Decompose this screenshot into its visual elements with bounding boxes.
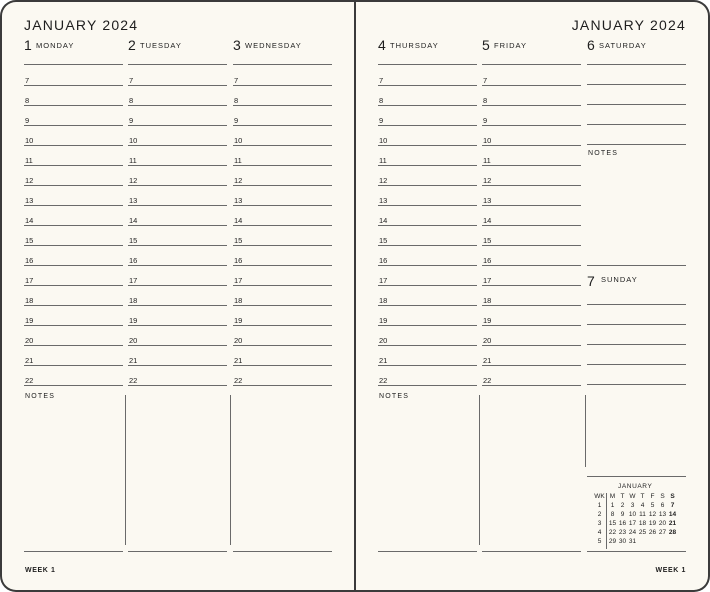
hour-label: 18 (483, 296, 492, 305)
mini-calendar-day[interactable]: 1 (597, 502, 602, 509)
hour-label: 17 (234, 276, 243, 285)
week-label: WEEK 1 (655, 567, 686, 574)
mini-calendar-day[interactable]: 25 (638, 529, 647, 536)
hour-line[interactable] (128, 85, 227, 86)
hour-label: 7 (483, 76, 488, 85)
hour-label: 13 (25, 196, 34, 205)
saturday-line[interactable] (587, 104, 686, 105)
hour-label: 22 (379, 376, 388, 385)
hour-label: 15 (379, 236, 388, 245)
hour-label: 13 (129, 196, 138, 205)
hour-line[interactable] (233, 105, 332, 106)
hour-line[interactable] (378, 125, 477, 126)
hour-line[interactable] (128, 185, 227, 186)
hour-line[interactable] (378, 185, 477, 186)
mini-calendar-day[interactable]: 10 (628, 511, 637, 518)
mini-calendar-day[interactable]: 2 (620, 502, 625, 509)
hour-line[interactable] (233, 325, 332, 326)
hour-line[interactable] (24, 285, 123, 286)
notes-label: NOTES (379, 393, 410, 400)
hour-label: 9 (234, 116, 239, 125)
sunday-line[interactable] (587, 304, 686, 305)
hour-label: 7 (234, 76, 239, 85)
mini-calendar-day[interactable]: 22 (608, 529, 617, 536)
hour-line[interactable] (24, 385, 123, 386)
day-number: 7 (587, 273, 595, 289)
hour-label: 8 (483, 96, 488, 105)
hour-line[interactable] (128, 245, 227, 246)
hour-label: 11 (129, 156, 137, 165)
hour-line[interactable] (482, 365, 581, 366)
hour-label: 22 (129, 376, 138, 385)
mini-calendar-day[interactable]: 19 (648, 520, 657, 527)
hour-line[interactable] (128, 205, 227, 206)
hour-line[interactable] (24, 265, 123, 266)
hour-label: 13 (483, 196, 492, 205)
day-header-line (233, 64, 332, 65)
hour-label: 21 (483, 356, 492, 365)
mini-calendar-bottom-line (587, 551, 686, 552)
hour-line[interactable] (24, 185, 123, 186)
hour-line[interactable] (482, 105, 581, 106)
day-number: 5 (482, 37, 490, 53)
hour-line[interactable] (128, 325, 227, 326)
hour-line[interactable] (482, 125, 581, 126)
mini-calendar-header-cell: W (629, 493, 636, 500)
day-number: 2 (128, 37, 136, 53)
hour-line[interactable] (24, 105, 123, 106)
day-number: 6 (587, 37, 595, 53)
hour-label: 19 (129, 316, 138, 325)
hour-line[interactable] (378, 105, 477, 106)
hour-label: 12 (129, 176, 138, 185)
hour-label: 7 (25, 76, 30, 85)
day-name: WEDNESDAY (245, 41, 302, 50)
hour-label: 18 (234, 296, 243, 305)
hour-label: 16 (234, 256, 243, 265)
hour-label: 17 (25, 276, 34, 285)
hour-line[interactable] (128, 105, 227, 106)
hour-line[interactable] (378, 345, 477, 346)
hour-line[interactable] (378, 165, 477, 166)
mini-calendar-week-divider (606, 493, 607, 549)
hour-line[interactable] (378, 285, 477, 286)
hour-label: 17 (129, 276, 138, 285)
hour-label: 10 (234, 136, 243, 145)
hour-line[interactable] (233, 205, 332, 206)
hour-label: 8 (25, 96, 30, 105)
hour-label: 21 (379, 356, 388, 365)
notes-bottom-line (233, 551, 332, 552)
hour-label: 20 (129, 336, 138, 345)
mini-calendar-header-cell: S (670, 493, 675, 500)
hour-label: 20 (234, 336, 243, 345)
mini-calendar-day[interactable]: 28 (668, 529, 677, 536)
hour-label: 16 (483, 256, 492, 265)
hour-line[interactable] (24, 85, 123, 86)
day-name: THURSDAY (390, 41, 439, 50)
hour-label: 10 (25, 136, 34, 145)
mini-calendar-day[interactable]: 4 (640, 502, 645, 509)
hour-line[interactable] (24, 165, 123, 166)
day-name: SUNDAY (601, 275, 638, 284)
hour-label: 16 (25, 256, 34, 265)
hour-label: 12 (234, 176, 243, 185)
mini-calendar-day[interactable]: 29 (608, 538, 617, 545)
sunday-line[interactable] (587, 384, 686, 385)
saturday-notes-bottom-line (587, 265, 686, 266)
hour-line[interactable] (378, 305, 477, 306)
hour-line[interactable] (233, 125, 332, 126)
hour-label: 20 (483, 336, 492, 345)
day-number: 4 (378, 37, 386, 53)
mini-calendar-day[interactable]: 3 (597, 520, 602, 527)
notes-bottom-line (24, 551, 123, 552)
mini-calendar-day[interactable]: 18 (638, 520, 647, 527)
hour-line[interactable] (378, 245, 477, 246)
mini-calendar-day[interactable]: 31 (628, 538, 637, 545)
notes-bottom-line (378, 551, 477, 552)
hour-label: 19 (25, 316, 34, 325)
hour-line[interactable] (24, 325, 123, 326)
day-header-line (24, 64, 123, 65)
mini-calendar-day[interactable]: 9 (620, 511, 625, 518)
hour-line[interactable] (24, 225, 123, 226)
mini-calendar-day[interactable]: 24 (628, 529, 637, 536)
sunday-notes-divider (585, 395, 586, 467)
mini-calendar-day[interactable]: 21 (668, 520, 677, 527)
day-number: 1 (24, 37, 32, 53)
hour-label: 22 (483, 376, 492, 385)
mini-calendar-header-cell: WK (594, 493, 605, 500)
hour-line[interactable] (24, 145, 123, 146)
hour-line[interactable] (24, 365, 123, 366)
hour-label: 15 (129, 236, 138, 245)
hour-line[interactable] (128, 305, 227, 306)
mini-calendar-header-cell: F (650, 493, 655, 500)
month-title: JANUARY 2024 (24, 17, 139, 33)
hour-label: 16 (129, 256, 138, 265)
hour-label: 9 (25, 116, 30, 125)
hour-line[interactable] (233, 345, 332, 346)
hour-line[interactable] (233, 145, 332, 146)
hour-label: 9 (379, 116, 384, 125)
hour-line[interactable] (24, 125, 123, 126)
hour-line[interactable] (233, 265, 332, 266)
hour-label: 14 (483, 216, 492, 225)
hour-line[interactable] (482, 285, 581, 286)
mini-calendar-day[interactable]: 7 (670, 502, 675, 509)
mini-calendar-day[interactable]: 5 (650, 502, 655, 509)
mini-calendar-day[interactable]: 6 (660, 502, 665, 509)
hour-line[interactable] (378, 205, 477, 206)
hour-label: 19 (379, 316, 388, 325)
notes-label: NOTES (25, 393, 56, 400)
saturday-line[interactable] (587, 84, 686, 85)
hour-line[interactable] (128, 145, 227, 146)
hour-line[interactable] (128, 125, 227, 126)
hour-label: 9 (129, 116, 134, 125)
hour-label: 12 (483, 176, 492, 185)
hour-line[interactable] (233, 385, 332, 386)
hour-label: 19 (483, 316, 492, 325)
mini-calendar-top-line (587, 476, 686, 477)
mini-calendar (594, 483, 686, 547)
hour-label: 15 (25, 236, 34, 245)
mini-calendar-day[interactable]: 2 (597, 511, 602, 518)
hour-line[interactable] (24, 205, 123, 206)
hour-label: 15 (234, 236, 243, 245)
hour-label: 11 (379, 156, 387, 165)
hour-label: 18 (129, 296, 138, 305)
day-name: MONDAY (36, 41, 75, 50)
mini-calendar-month: JANUARY (618, 483, 653, 490)
hour-label: 17 (483, 276, 492, 285)
hour-label: 21 (25, 356, 34, 365)
month-title: JANUARY 2024 (571, 17, 686, 33)
hour-line[interactable] (233, 185, 332, 186)
mini-calendar-header-cell: T (640, 493, 645, 500)
hour-line[interactable] (233, 305, 332, 306)
hour-line[interactable] (378, 145, 477, 146)
hour-label: 13 (379, 196, 388, 205)
saturday-line[interactable] (587, 124, 686, 125)
hour-line[interactable] (482, 245, 581, 246)
hour-label: 7 (129, 76, 134, 85)
mini-calendar-header-cell: T (620, 493, 625, 500)
week-label: WEEK 1 (25, 567, 56, 574)
hour-label: 14 (25, 216, 34, 225)
hour-line[interactable] (482, 185, 581, 186)
right-page (355, 0, 710, 592)
hour-label: 10 (379, 136, 388, 145)
hour-line[interactable] (482, 345, 581, 346)
hour-label: 22 (25, 376, 34, 385)
hour-line[interactable] (378, 365, 477, 366)
hour-label: 18 (25, 296, 34, 305)
mini-calendar-day[interactable]: 14 (668, 511, 677, 518)
day-name: FRIDAY (494, 41, 527, 50)
hour-label: 20 (25, 336, 34, 345)
mini-calendar-day[interactable]: 5 (597, 538, 602, 545)
hour-label: 22 (234, 376, 243, 385)
hour-line[interactable] (482, 85, 581, 86)
hour-label: 18 (379, 296, 388, 305)
hour-label: 9 (483, 116, 488, 125)
mini-calendar-day[interactable]: 20 (658, 520, 667, 527)
hour-line[interactable] (128, 265, 227, 266)
hour-line[interactable] (24, 345, 123, 346)
hour-line[interactable] (128, 365, 227, 366)
hour-label: 19 (234, 316, 243, 325)
hour-label: 8 (234, 96, 239, 105)
hour-label: 21 (129, 356, 138, 365)
mini-calendar-day[interactable]: 17 (628, 520, 637, 527)
day-header-line (482, 64, 581, 65)
mini-calendar-day[interactable]: 13 (658, 511, 667, 518)
mini-calendar-day[interactable]: 23 (618, 529, 627, 536)
hour-line[interactable] (482, 165, 581, 166)
hour-label: 16 (379, 256, 388, 265)
hour-label: 21 (234, 356, 243, 365)
sunday-line[interactable] (587, 364, 686, 365)
hour-line[interactable] (378, 225, 477, 226)
saturday-notes-label: NOTES (588, 150, 619, 157)
mini-calendar-day[interactable]: 16 (618, 520, 627, 527)
hour-line[interactable] (233, 245, 332, 246)
day-number: 3 (233, 37, 241, 53)
hour-label: 14 (129, 216, 138, 225)
hour-line[interactable] (378, 325, 477, 326)
hour-label: 20 (379, 336, 388, 345)
hour-label: 14 (234, 216, 243, 225)
hour-line[interactable] (482, 305, 581, 306)
hour-label: 11 (483, 156, 491, 165)
mini-calendar-day[interactable]: 27 (658, 529, 667, 536)
hour-line[interactable] (24, 305, 123, 306)
mini-calendar-day[interactable]: 30 (618, 538, 627, 545)
hour-label: 8 (129, 96, 134, 105)
hour-label: 12 (379, 176, 388, 185)
saturday-line[interactable] (587, 144, 686, 145)
hour-line[interactable] (482, 265, 581, 266)
hour-line[interactable] (233, 165, 332, 166)
hour-label: 14 (379, 216, 388, 225)
hour-label: 11 (25, 156, 33, 165)
hour-label: 15 (483, 236, 492, 245)
mini-calendar-day[interactable]: 11 (639, 511, 646, 518)
day-name: TUESDAY (140, 41, 182, 50)
hour-label: 10 (483, 136, 492, 145)
hour-line[interactable] (128, 385, 227, 386)
hour-line[interactable] (128, 225, 227, 226)
hour-label: 7 (379, 76, 384, 85)
saturday-line[interactable] (587, 64, 686, 65)
mini-calendar-day[interactable]: 4 (597, 529, 602, 536)
hour-line[interactable] (482, 205, 581, 206)
mini-calendar-day[interactable]: 1 (610, 502, 615, 509)
notes-divider (230, 395, 231, 545)
day-name: SATURDAY (599, 41, 647, 50)
hour-line[interactable] (482, 225, 581, 226)
hour-line[interactable] (378, 85, 477, 86)
mini-calendar-day[interactable]: 3 (630, 502, 635, 509)
hour-line[interactable] (233, 365, 332, 366)
notes-bottom-line (128, 551, 227, 552)
day-header-line (128, 64, 227, 65)
mini-calendar-day[interactable]: 15 (608, 520, 617, 527)
hour-line[interactable] (24, 245, 123, 246)
mini-calendar-header-cell: M (609, 493, 616, 500)
hour-label: 11 (234, 156, 242, 165)
hour-label: 17 (379, 276, 388, 285)
mini-calendar-header-cell: S (660, 493, 665, 500)
hour-line[interactable] (128, 345, 227, 346)
hour-label: 8 (379, 96, 384, 105)
hour-line[interactable] (233, 285, 332, 286)
hour-label: 12 (25, 176, 34, 185)
hour-line[interactable] (482, 145, 581, 146)
hour-line[interactable] (378, 265, 477, 266)
mini-calendar-day[interactable]: 26 (648, 529, 657, 536)
hour-line[interactable] (482, 325, 581, 326)
sunday-line[interactable] (587, 344, 686, 345)
notes-bottom-line (482, 551, 581, 552)
sunday-line[interactable] (587, 324, 686, 325)
day-header-line (378, 64, 477, 65)
notes-divider (125, 395, 126, 545)
hour-label: 13 (234, 196, 243, 205)
hour-line[interactable] (233, 225, 332, 226)
hour-line[interactable] (128, 165, 227, 166)
hour-line[interactable] (482, 385, 581, 386)
hour-line[interactable] (128, 285, 227, 286)
mini-calendar-day[interactable]: 12 (648, 511, 657, 518)
mini-calendar-day[interactable]: 8 (610, 511, 615, 518)
hour-line[interactable] (233, 85, 332, 86)
hour-label: 10 (129, 136, 138, 145)
notes-divider (479, 395, 480, 545)
hour-line[interactable] (378, 385, 477, 386)
